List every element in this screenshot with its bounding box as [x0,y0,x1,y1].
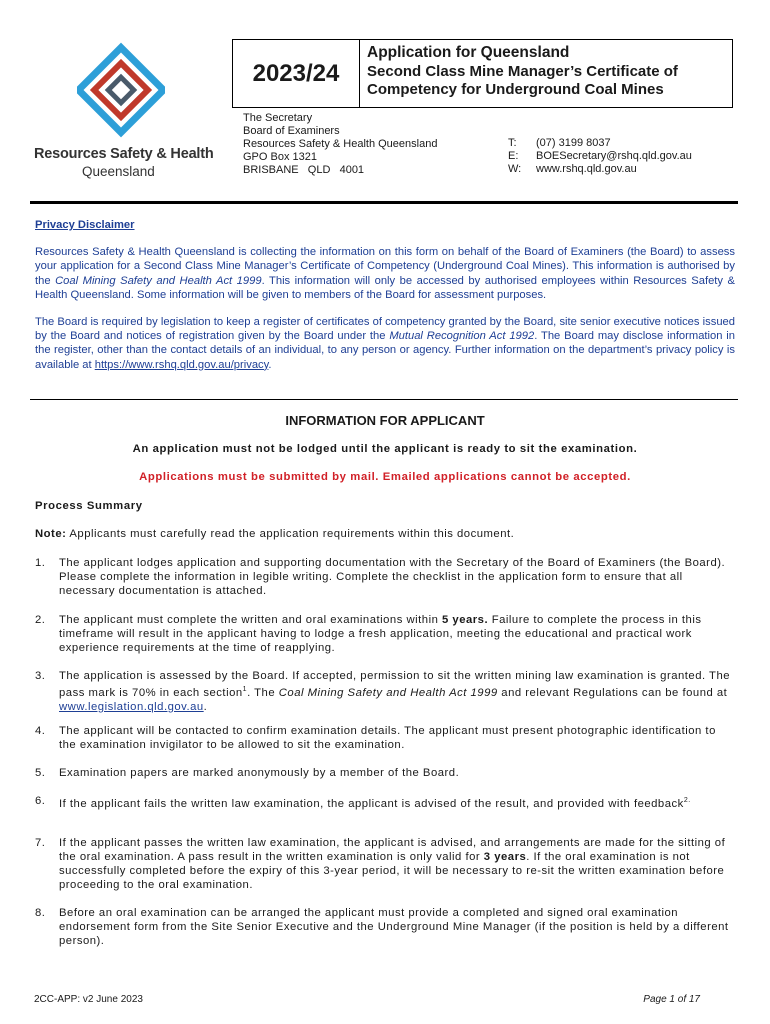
address-line: The Secretary [243,112,313,124]
privacy-section [35,218,735,372]
divider-thin [30,399,738,400]
note: Note: Applicants must carefully read the application requirements within this document. [35,528,515,540]
rshq-logo [30,40,214,185]
logo-subtitle: Queensland [82,164,155,179]
address-line: Board of Examiners [243,125,340,137]
mail-warning: Applications must be submitted by mail. Emailed applications cannot be accepted. [139,471,631,483]
form-year: 2023/24 [233,40,360,107]
rshq-logo-icon [77,40,165,140]
privacy-heading: Privacy Disclaimer [35,219,135,231]
list-item: 3. The application is assessed by the Board. If accepted, permission to sit the written mining law examination is granted. The pass mark is 70% in each section$^1$. The Coal Mining Safety and Health Act 1999 and relevant Regulations can be found at www.legislation.qld.gov.au. [35,670,731,713]
privacy-policy-link[interactable]: https://www.rshq.qld.gov.au/privacy [94,358,269,371]
privacy-paragraph-2: The Board is required by legislation to keep a register of certificates of competency granted by the Board, site senior executive notices issued by the Board and notices of registration given by the Board under the Mutual Recognition Act 1992. The Board may disclose information in the register, other than the contact details of an individual, to any person or agency. Further information on the department’s privacy policy is available at https://www.rshq.qld.gov.au/privacy. [35,316,736,371]
contact-web: W: www.rshq.qld.gov.au [508,163,637,175]
address-line: GPO Box 1321 [243,151,317,163]
address-line: Resources Safety & Health Queensland [243,138,438,150]
list-item: 6. If the applicant fails the written law examination, the applicant is advised of the result, and provided with feedback$^{2.}$ [35,795,691,810]
process-summary-heading: Process Summary [35,500,143,512]
divider-thick [30,201,738,204]
footer-page-number: Page 1 of 17 [643,994,700,1005]
postal-address [243,112,437,177]
title-line-2: Second Class Mine Manager’s Certificate of [367,62,678,80]
list-item: 5. Examination papers are marked anonymously by a member of the Board. [35,767,460,779]
contact-details [508,137,692,176]
logo-name: Resources Safety & Health [34,146,214,162]
address-line: BRISBANE QLD 4001 [243,164,365,176]
contact-email: E: BOESecretary@rshq.qld.gov.au [508,150,692,162]
title-line-3: Competency for Underground Coal Mines [367,81,664,98]
privacy-paragraph-1: Resources Safety & Health Queensland is collecting the information on this form on behalf of the Board of Examiners (the Board) to assess your application for a Second Class Mine Manager’s Certificate of Competency (Underground Coal Mines). This information is authorised by the Coal Mining Safety and Health Act 1999. This information will only be accessed by authorised employees within Resources Safety & Health Queensland. Some information will be given to members of the Board for assessment purposes. [35,246,735,301]
list-item: 8. Before an oral examination can be arranged the applicant must provide a completed and signed oral examination endorsement form from the Site Senior Executive and the Underground Mine Manager (if the position is held by a different person). [35,907,729,948]
legislation-link[interactable]: www.legislation.qld.gov.au [59,700,204,713]
title-line-1: Application for Queensland [367,44,570,61]
lodge-warning: An application must not be lodged until the applicant is ready to sit the examination. [132,443,638,455]
footer-form-code: 2CC-APP: v2 June 2023 [34,994,143,1005]
form-title [367,44,678,100]
list-item: 2. The applicant must complete the written and oral examinations within 5 years. Failure to complete the process in this timeframe will result in the applicant having to lodge a fresh application, meeting the educational and practical work experience requirements at the time of reapplying. [35,614,702,655]
list-item: 4. The applicant will be contacted to confirm examination details. The applicant must present photographic identification to the examination invigilator to be allowed to sit the examination. [35,725,716,752]
contact-phone: T: (07) 3199 8037 [508,137,611,149]
list-item: 7. If the applicant passes the written law examination, the applicant is advised, and arrangements are made for the sitting of the oral examination. A pass result in the written examination is only valid for 3 years. If the oral examination is not successfully completed before the expiry of this 3-year period, it will be necessary to re-sit the written examination before proceeding to the oral examination. [35,837,726,892]
header-box [232,39,733,108]
info-title: INFORMATION FOR APPLICANT [285,413,485,428]
list-item: 1. The applicant lodges application and supporting documentation with the Secretary of the Board of Examiners (the Board). Please complete the information in legible writing. Complete the checklist in the application form to ensure that all necessary documentation is attached. [35,557,726,598]
